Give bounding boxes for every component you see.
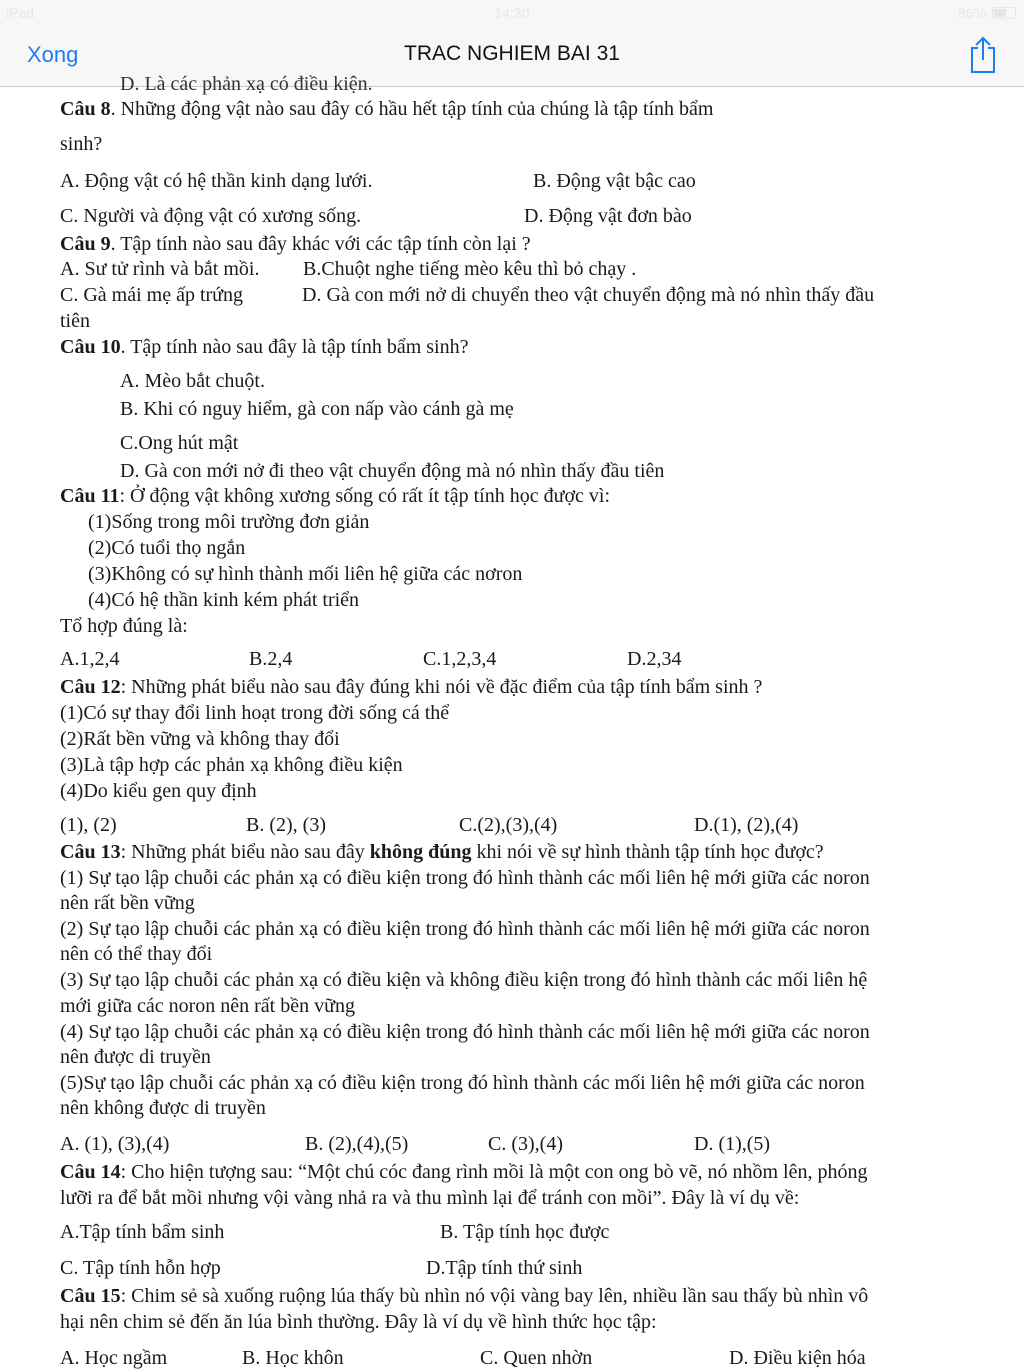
q12-text: : Những phát biểu nào sau đây đúng khi nói về đặc điểm của tập tính bẩm sinh ?: [120, 676, 763, 698]
q13-text-bold: không đúng: [369, 841, 472, 863]
q12-item-3: (3)Là tập hợp các phản xạ không điều kiện: [60, 754, 403, 776]
q15-option-b: B. Học khôn: [242, 1347, 344, 1369]
q8-option-b: B. Động vật bậc cao: [533, 170, 696, 192]
q11-item-3: (3)Không có sự hình thành mối liên hệ giữa các nơron: [88, 563, 523, 585]
q13-item-5: (5)Sự tạo lập chuỗi các phản xạ có điều kiện trong đó hình thành các mối liên hệ mới giữa các noron: [60, 1072, 865, 1094]
q11-option-a: A.1,2,4: [60, 648, 120, 670]
q13-line: [60, 840, 824, 864]
q13-item-4: (4) Sự tạo lập chuỗi các phản xạ có điều kiện trong đó hình thành các mối liên hệ mới giữa các noron: [60, 1021, 870, 1043]
q8-option-c: C. Người và động vật có xương sống.: [60, 205, 362, 227]
q12-option-b: B. (2), (3): [246, 814, 326, 836]
q11-option-c: C.1,2,3,4: [423, 648, 497, 670]
q13-item-2-cont: nên có thể thay đổi: [60, 943, 213, 965]
q13-option-a: A. (1), (3),(4): [60, 1133, 170, 1155]
q15-option-d: D. Điều kiện hóa: [729, 1347, 866, 1369]
q9-option-b: B.Chuột nghe tiếng mèo kêu thì bỏ chạy .: [303, 258, 637, 280]
q15-label: Câu 15: [60, 1285, 121, 1307]
q9-option-c: C. Gà mái mẹ ấp trứng: [60, 284, 244, 306]
q13-item-3: (3) Sự tạo lập chuỗi các phản xạ có điều kiện và không điều kiện trong đó hình thành các mối liên hệ: [60, 969, 868, 991]
q12-line: [60, 675, 762, 699]
q15-cont: hại nên chim sẻ đến ăn lúa bình thường. Đây là ví dụ về hình thức học tập:: [60, 1311, 657, 1333]
q10-option-c: C.Ong hút mật: [120, 432, 239, 454]
q11-text: : Ở động vật không xương sống có rất ít tập tính học được vì:: [119, 485, 611, 507]
page-title: TRAC NGHIEM BAI 31: [404, 42, 620, 65]
q12-item-2: (2)Rất bền vững và không thay đổi: [60, 728, 340, 750]
status-bar: [0, 0, 1024, 26]
q10-option-a: A. Mèo bắt chuột.: [120, 370, 265, 392]
q8-option-d: D. Động vật đơn bào: [524, 205, 692, 227]
battery-percent: 86%: [957, 5, 986, 21]
q13-item-4-cont: nên được di truyền: [60, 1046, 211, 1068]
q14-option-d: D.Tập tính thứ sinh: [426, 1257, 583, 1279]
q8-label: Câu 8: [60, 98, 111, 120]
q13-option-c: C. (3),(4): [488, 1133, 563, 1155]
q8-option-a: A. Động vật có hệ thần kinh dạng lưới.: [60, 170, 373, 192]
share-icon[interactable]: [968, 36, 998, 74]
q11-item-4: (4)Có hệ thần kinh kém phát triển: [88, 589, 360, 611]
q11-item-2: (2)Có tuổi thọ ngắn: [88, 537, 246, 559]
status-right: [958, 5, 1016, 21]
q14-label: Câu 14: [60, 1161, 121, 1183]
q8-cont: sinh?: [60, 133, 103, 155]
q14-option-a: A.Tập tính bẩm sinh: [60, 1221, 225, 1243]
q9-line: [60, 232, 531, 256]
q10-text: . Tập tính nào sau đây là tập tính bẩm sinh?: [120, 336, 469, 358]
q13-text-pre: : Những phát biểu nào sau đây: [120, 841, 370, 863]
done-button[interactable]: Xong: [27, 42, 79, 67]
q9-option-d: D. Gà con mới nở di chuyển theo vật chuyển động mà nó nhìn thấy đầu: [302, 284, 875, 306]
q13-item-1: (1) Sự tạo lập chuỗi các phản xạ có điều kiện trong đó hình thành các mối liên hệ mới giữa các noron: [60, 867, 870, 889]
q13-item-5-cont: nên không được di truyền: [60, 1097, 266, 1119]
q13-text-post: khi nói về sự hình thành tập tính học được?: [471, 841, 824, 863]
q14-line: [60, 1160, 867, 1184]
q8-text: . Những động vật nào sau đây có hầu hết tập tính của chúng là tập tính bẩm: [110, 98, 714, 120]
clock: 14:30: [494, 5, 530, 21]
q9-text: . Tập tính nào sau đây khác với các tập tính còn lại ?: [110, 233, 531, 255]
document-view[interactable]: [0, 73, 1024, 1369]
q9-option-d-cont: tiên: [60, 310, 90, 332]
q10-line: [60, 335, 468, 359]
q15-option-c: C. Quen nhờn: [480, 1347, 593, 1369]
q8-line: [60, 97, 714, 121]
q14-text: : Cho hiện tượng sau: “Một chú cóc đang rình mồi là một con ong bò vẽ, nó nhồm lên, phóng: [120, 1161, 868, 1183]
q11-option-b: B.2,4: [249, 648, 293, 670]
q12-item-4: (4)Do kiểu gen quy định: [60, 780, 257, 802]
q14-option-b: B. Tập tính học được: [440, 1221, 610, 1243]
q12-option-a: (1), (2): [60, 814, 117, 836]
q12-item-1: (1)Có sự thay đổi linh hoạt trong đời sống cá thể: [60, 702, 450, 724]
cut-off-line: D. Là các phản xạ có điều kiện.: [120, 73, 373, 95]
q15-text: : Chim sẻ sà xuống ruộng lúa thấy bù nhìn nó vội vàng bay lên, nhiều lần sau thấy bù nhìn vô: [120, 1285, 869, 1307]
battery-icon: [992, 7, 1016, 19]
q9-option-a: A. Sư tử rình và bắt mồi.: [60, 258, 260, 280]
q14-cont: lưỡi ra để bắt mồi nhưng vội vàng nhả ra và thu mình lại để tránh con mồi”. Đây là ví dụ về:: [60, 1187, 800, 1209]
q15-line: [60, 1284, 868, 1308]
q12-label: Câu 12: [60, 676, 121, 698]
q13-item-3-cont: mới giữa các noron nên rất bền vững: [60, 995, 355, 1017]
q13-option-b: B. (2),(4),(5): [305, 1133, 409, 1155]
q13-item-1-cont: nên rất bền vững: [60, 892, 195, 914]
q12-option-d: D.(1), (2),(4): [694, 814, 799, 836]
q15-option-a: A. Học ngầm: [60, 1347, 168, 1369]
q9-label: Câu 9: [60, 233, 111, 255]
q10-label: Câu 10: [60, 336, 121, 358]
q11-item-1: (1)Sống trong môi trường đơn giản: [88, 511, 370, 533]
device-label: iPad: [6, 5, 35, 21]
q11-option-d: D.2,34: [627, 648, 682, 670]
q10-option-d: D. Gà con mới nở đi theo vật chuyển động mà nó nhìn thấy đầu tiên: [120, 460, 665, 482]
q11-label: Câu 11: [60, 485, 120, 507]
q13-option-d: D. (1),(5): [694, 1133, 771, 1155]
q11-combo: Tổ hợp đúng là:: [60, 615, 188, 637]
q10-option-b: B. Khi có nguy hiểm, gà con nấp vào cánh gà mẹ: [120, 398, 514, 420]
q13-item-2: (2) Sự tạo lập chuỗi các phản xạ có điều kiện trong đó hình thành các mối liên hệ mới giữa các noron: [60, 918, 870, 940]
q11-line: [60, 484, 610, 508]
q14-option-c: C. Tập tính hỗn hợp: [60, 1257, 221, 1279]
q13-label: Câu 13: [60, 841, 121, 863]
q12-option-c: C.(2),(3),(4): [459, 814, 558, 836]
